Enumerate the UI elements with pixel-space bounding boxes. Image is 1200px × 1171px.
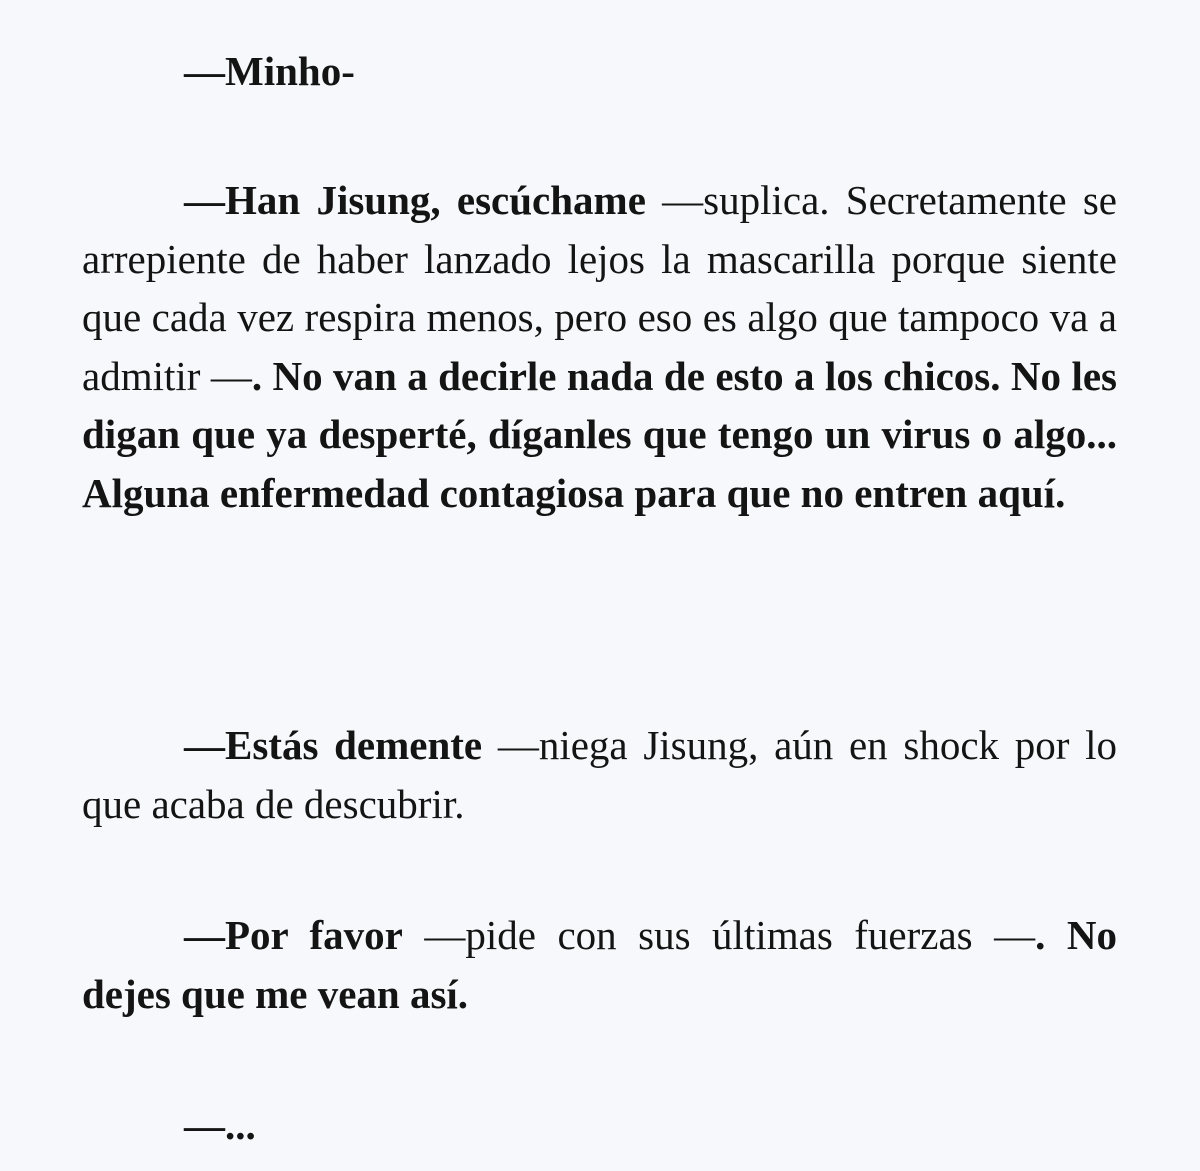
narration-text: —pide con sus últimas fuerzas — xyxy=(402,912,1036,958)
paragraph-ellipsis xyxy=(82,1096,1117,1155)
dialogue-speech: . No dejes que me vean así. xyxy=(82,912,1117,1017)
dialogue-speech: —Por favor xyxy=(184,912,403,958)
dialogue-speech: —Estás demente xyxy=(184,722,483,768)
dialogue-speech: . No van a decirle nada de esto a los chicos. No les digan que ya desperté, díganles que tengo un virus o algo... Alguna enfermedad contagiosa para que no entren aquí. xyxy=(82,352,1117,516)
paragraph-minho xyxy=(82,42,1117,101)
narration-text: —suplica. Secretamente se arrepiente de haber lanzado lejos la mascarilla porque siente que cada vez respira menos, pero eso es algo que tampoco va a admitir — xyxy=(82,177,1117,399)
speaker-heading: —Minho- xyxy=(184,48,355,94)
paragraph-dialogue-3 xyxy=(82,906,1117,1023)
dialogue-speech: —... xyxy=(184,1102,256,1148)
dialogue-speech: —Han Jisung, escúchame xyxy=(184,177,646,223)
paragraph-dialogue-2 xyxy=(82,716,1117,833)
paragraph-dialogue-1 xyxy=(82,171,1117,522)
narration-text: —niega Jisung, aún en shock por lo que acaba de descubrir. xyxy=(82,722,1117,827)
